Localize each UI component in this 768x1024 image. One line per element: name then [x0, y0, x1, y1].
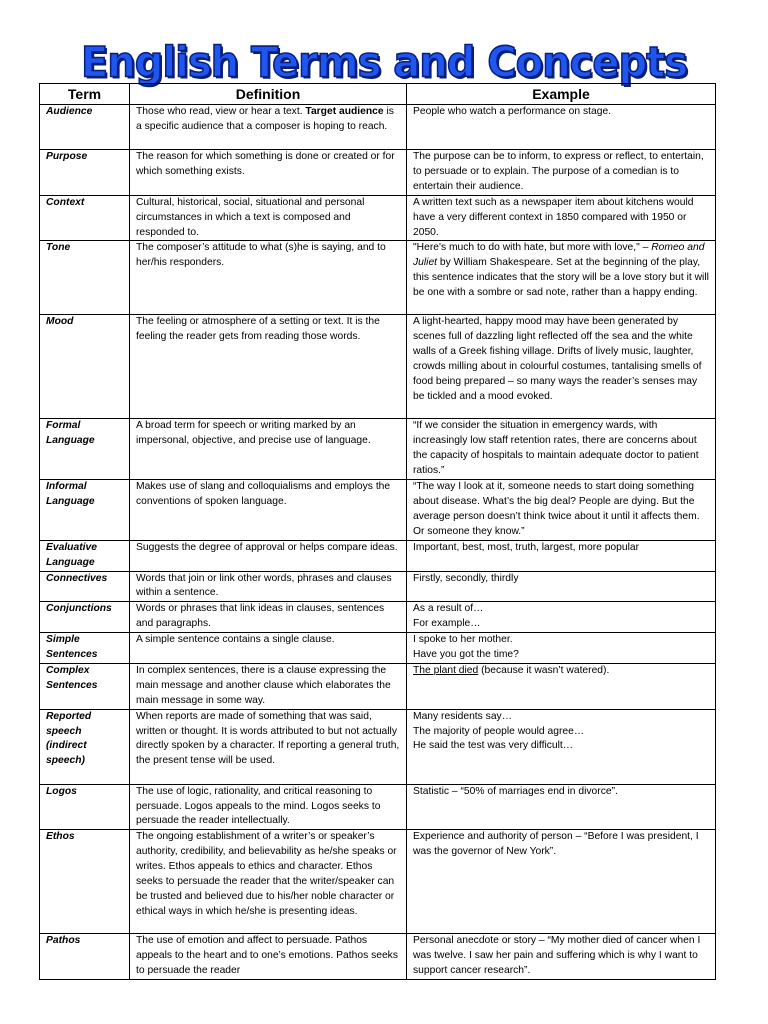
example-cell: As a result of… For example… [407, 602, 716, 633]
example-cell: “If we consider the situation in emergency wards, with increasingly low staff retention rates, there are concerns about the capacity of hospitals to maintain adequate doctor to patient ratios.” [407, 419, 716, 480]
term-cell: Connectives [40, 571, 130, 602]
example-cell: Many residents say… The majority of people would agree… He said the test was very difficult… [407, 709, 716, 784]
example-cell: “The way I look at it, someone needs to start doing something about disease. What’s the big deal? People are dying. But the average person doesn’t think twice about it until it affects them. Or someone they know.” [407, 480, 716, 541]
definition-cell: Suggests the degree of approval or helps compare ideas. [130, 540, 407, 571]
example-cell: A written text such as a newspaper item about kitchens would have a very different context in 1850 compared with 1950 or 2050. [407, 195, 716, 241]
table-row [40, 195, 716, 241]
term-cell: Pathos [40, 934, 130, 980]
definition-cell: The reason for which something is done or created or for which something exists. [130, 150, 407, 196]
definition-cell: Words that join or link other words, phrases and clauses within a sentence. [130, 571, 407, 602]
definition-cell: A broad term for speech or writing marked by an impersonal, objective, and precise use of language. [130, 419, 407, 480]
definition-cell: Those who read, view or hear a text. Target audience is a specific audience that a composer is hoping to reach. [130, 105, 407, 150]
example-cell: The plant died (because it wasn’t watered). [407, 663, 716, 709]
definition-cell: Makes use of slang and colloquialisms and employs the conventions of spoken language. [130, 480, 407, 541]
term-cell: Purpose [40, 150, 130, 196]
table-row [40, 241, 716, 315]
table-row [40, 540, 716, 571]
term-cell: Audience [40, 105, 130, 150]
term-cell: Logos [40, 784, 130, 830]
example-cell: I spoke to her mother. Have you got the time? [407, 633, 716, 664]
definition-cell: Cultural, historical, social, situational and personal circumstances in which a text is composed and responded to. [130, 195, 407, 241]
example-cell: The purpose can be to inform, to express or reflect, to entertain, to persuade or to explain. The purpose of a comedian is to entertain their audience. [407, 150, 716, 196]
term-cell: Ethos [40, 830, 130, 934]
term-cell: Conjunctions [40, 602, 130, 633]
table-row [40, 105, 716, 150]
table-row [40, 830, 716, 934]
example-cell: Important, best, most, truth, largest, more popular [407, 540, 716, 571]
term-cell: Complex Sentences [40, 663, 130, 709]
example-cell: Personal anecdote or story – “My mother died of cancer when I was twelve. I saw her pain and suffering which is why I want to support cancer research”. [407, 934, 716, 980]
example-cell: A light-hearted, happy mood may have been generated by scenes full of dazzling light reflected off the sea and the white walls of a Greek fishing village. Drifts of lively music, laughter, crowds milling about in colourful costumes, tantalising smells of food being prepared – so many ways the reader’s senses may be tickled and a mood evoked. [407, 315, 716, 419]
example-cell: Statistic – “50% of marriages end in divorce”. [407, 784, 716, 830]
table-row [40, 784, 716, 830]
term-cell: Formal Language [40, 419, 130, 480]
term-cell: Context [40, 195, 130, 241]
table-row [40, 602, 716, 633]
term-cell: Mood [40, 315, 130, 419]
title-container [0, 40, 768, 86]
table-row [40, 419, 716, 480]
example-cell: Firstly, secondly, thirdly [407, 571, 716, 602]
table-row [40, 150, 716, 196]
table-row [40, 571, 716, 602]
example-cell: "Here's much to do with hate, but more with love," – Romeo and Juliet by William Shakespeare. Set at the beginning of the play, this sentence indicates that the story will be a love story but it will be one with a sombre or sad note, rather than a happy ending. [407, 241, 716, 315]
header-definition: Definition [130, 84, 407, 105]
table-row [40, 480, 716, 541]
example-cell: People who watch a performance on stage. [407, 105, 716, 150]
table-row [40, 709, 716, 784]
term-cell: Informal Language [40, 480, 130, 541]
header-example: Example [407, 84, 716, 105]
term-cell: Simple Sentences [40, 633, 130, 664]
definition-cell: The ongoing establishment of a writer’s or speaker’s authority, credibility, and believability as he/she speaks or writes. Ethos appeals to ethics and character. Ethos seeks to persuade the reader that the writer/speaker can be trusted and believed due to his/her noble character or ethical ways in which he/she is presenting ideas. [130, 830, 407, 934]
definition-cell: The use of emotion and affect to persuade. Pathos appeals to the heart and to one’s emotions. Pathos seeks to persuade the reader [130, 934, 407, 980]
table-body [40, 105, 716, 980]
header-row [40, 84, 716, 105]
definition-cell: The use of logic, rationality, and critical reasoning to persuade. Logos appeals to the mind. Logos seeks to persuade the reader intellectually. [130, 784, 407, 830]
header-term: Term [40, 84, 130, 105]
table-row [40, 315, 716, 419]
definition-cell: The feeling or atmosphere of a setting or text. It is the feeling the reader gets from reading those words. [130, 315, 407, 419]
terms-table [39, 83, 716, 980]
term-cell: Reported speech (indirect speech) [40, 709, 130, 784]
table-row [40, 934, 716, 980]
example-cell: Experience and authority of person – “Before I was president, I was the governor of New York”. [407, 830, 716, 934]
page-title: English Terms and Concepts [80, 38, 688, 88]
table-row [40, 663, 716, 709]
definition-cell: A simple sentence contains a single clause. [130, 633, 407, 664]
term-cell: Evaluative Language [40, 540, 130, 571]
term-cell: Tone [40, 241, 130, 315]
definition-cell: When reports are made of something that was said, written or thought. It is words attributed to but not actually directly spoken by a character. If reporting a general truth, the present tense will be used. [130, 709, 407, 784]
table-row [40, 633, 716, 664]
definition-cell: Words or phrases that link ideas in clauses, sentences and paragraphs. [130, 602, 407, 633]
definition-cell: In complex sentences, there is a clause expressing the main message and another clause which elaborates the main message in some way. [130, 663, 407, 709]
definition-cell: The composer’s attitude to what (s)he is saying, and to her/his responders. [130, 241, 407, 315]
